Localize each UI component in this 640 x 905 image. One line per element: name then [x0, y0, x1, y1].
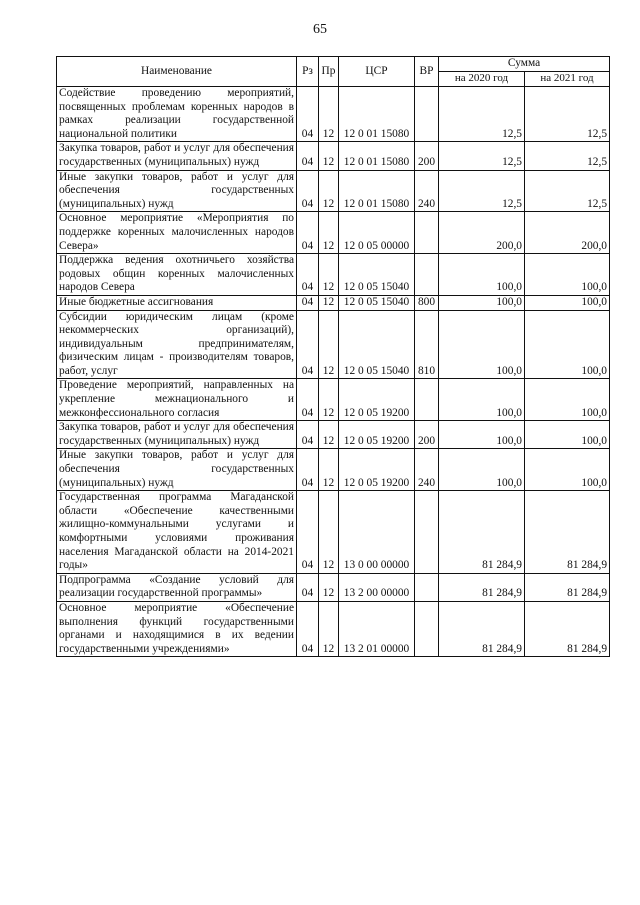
table-row: [57, 295, 610, 310]
row-rz-cell: 04: [297, 142, 319, 170]
table-row: [57, 491, 610, 574]
row-csr-cell: 12 0 05 15040: [339, 295, 415, 310]
row-sum-2021-cell: 81 284,9: [525, 601, 610, 656]
row-sum-2021-cell: 81 284,9: [525, 491, 610, 574]
header-year-2021: на 2021 год: [525, 72, 610, 87]
row-csr-cell: 12 0 05 15040: [339, 310, 415, 379]
row-name-cell: Закупка товаров, работ и услуг для обеспечения государственных (муниципальных) нужд: [57, 142, 297, 170]
row-name-cell: Содействие проведению мероприятий, посвященных проблемам коренных народов в рамках реализации государственной национальной политики: [57, 87, 297, 142]
row-vr-cell: [415, 212, 439, 254]
row-sum-2021-cell: 12,5: [525, 87, 610, 142]
table-row: [57, 170, 610, 212]
row-sum-2020-cell: 100,0: [439, 254, 525, 296]
row-sum-2020-cell: 100,0: [439, 379, 525, 421]
row-vr-cell: [415, 254, 439, 296]
table-row: [57, 310, 610, 379]
row-sum-2021-cell: 100,0: [525, 310, 610, 379]
row-vr-cell: 800: [415, 295, 439, 310]
row-pr-cell: 12: [319, 170, 339, 212]
row-pr-cell: 12: [319, 310, 339, 379]
table-body: [57, 87, 610, 657]
row-vr-cell: 810: [415, 310, 439, 379]
row-vr-cell: [415, 379, 439, 421]
row-sum-2020-cell: 12,5: [439, 87, 525, 142]
row-name-cell: Поддержка ведения охотничьего хозяйства родовых общин коренных малочисленных народов Севера: [57, 254, 297, 296]
row-csr-cell: 12 0 01 15080: [339, 87, 415, 142]
header-year-2020: на 2020 год: [439, 72, 525, 87]
row-vr-cell: [415, 87, 439, 142]
row-pr-cell: 12: [319, 87, 339, 142]
row-csr-cell: 12 0 05 00000: [339, 212, 415, 254]
header-pr: Пр: [319, 57, 339, 87]
row-name-cell: Иные закупки товаров, работ и услуг для обеспечения государственных (муниципальных) нужд: [57, 449, 297, 491]
table-row: [57, 573, 610, 601]
row-name-cell: Проведение мероприятий, направленных на укрепление межнационального и межконфессионального согласия: [57, 379, 297, 421]
row-vr-cell: 240: [415, 449, 439, 491]
row-pr-cell: 12: [319, 212, 339, 254]
row-sum-2021-cell: 81 284,9: [525, 573, 610, 601]
table-row: [57, 379, 610, 421]
row-sum-2020-cell: 100,0: [439, 310, 525, 379]
header-name: Наименование: [57, 57, 297, 87]
row-csr-cell: 12 0 01 15080: [339, 142, 415, 170]
row-sum-2021-cell: 12,5: [525, 170, 610, 212]
row-pr-cell: 12: [319, 254, 339, 296]
row-csr-cell: 12 0 05 15040: [339, 254, 415, 296]
row-name-cell: Подпрограмма «Создание условий для реализации государственной программы»: [57, 573, 297, 601]
row-sum-2021-cell: 200,0: [525, 212, 610, 254]
row-name-cell: Иные закупки товаров, работ и услуг для обеспечения государственных (муниципальных) нужд: [57, 170, 297, 212]
row-sum-2020-cell: 81 284,9: [439, 601, 525, 656]
row-csr-cell: 13 2 00 00000: [339, 573, 415, 601]
row-rz-cell: 04: [297, 601, 319, 656]
row-sum-2020-cell: 12,5: [439, 142, 525, 170]
row-sum-2020-cell: 100,0: [439, 295, 525, 310]
row-name-cell: Государственная программа Магаданской области «Обеспечение качественными жилищно-коммунальными услугами и комфортными условиями проживания населения Магаданской области на 2014-2021 годы»: [57, 491, 297, 574]
row-pr-cell: 12: [319, 421, 339, 449]
table-row: [57, 87, 610, 142]
row-vr-cell: 200: [415, 421, 439, 449]
row-sum-2020-cell: 100,0: [439, 421, 525, 449]
row-rz-cell: 04: [297, 295, 319, 310]
budget-table: [56, 56, 610, 657]
row-csr-cell: 13 0 00 00000: [339, 491, 415, 574]
table-row: [57, 449, 610, 491]
row-sum-2021-cell: 100,0: [525, 421, 610, 449]
row-vr-cell: 200: [415, 142, 439, 170]
page-number: 65: [313, 22, 327, 37]
row-rz-cell: 04: [297, 212, 319, 254]
row-pr-cell: 12: [319, 449, 339, 491]
header-csr: ЦСР: [339, 57, 415, 87]
row-vr-cell: [415, 491, 439, 574]
row-pr-cell: 12: [319, 573, 339, 601]
header-vr: ВР: [415, 57, 439, 87]
row-csr-cell: 13 2 01 00000: [339, 601, 415, 656]
table-row: [57, 212, 610, 254]
row-pr-cell: 12: [319, 142, 339, 170]
row-name-cell: Закупка товаров, работ и услуг для обеспечения государственных (муниципальных) нужд: [57, 421, 297, 449]
row-rz-cell: 04: [297, 379, 319, 421]
row-pr-cell: 12: [319, 379, 339, 421]
row-vr-cell: [415, 601, 439, 656]
row-pr-cell: 12: [319, 295, 339, 310]
row-rz-cell: 04: [297, 87, 319, 142]
row-pr-cell: 12: [319, 491, 339, 574]
row-sum-2021-cell: 100,0: [525, 295, 610, 310]
row-name-cell: Иные бюджетные ассигнования: [57, 295, 297, 310]
row-sum-2020-cell: 200,0: [439, 212, 525, 254]
row-sum-2020-cell: 12,5: [439, 170, 525, 212]
row-sum-2021-cell: 100,0: [525, 254, 610, 296]
table-row: [57, 421, 610, 449]
row-sum-2021-cell: 100,0: [525, 449, 610, 491]
row-pr-cell: 12: [319, 601, 339, 656]
row-sum-2021-cell: 100,0: [525, 379, 610, 421]
row-sum-2020-cell: 81 284,9: [439, 573, 525, 601]
row-rz-cell: 04: [297, 491, 319, 574]
table-row: [57, 254, 610, 296]
row-csr-cell: 12 0 05 19200: [339, 379, 415, 421]
row-vr-cell: [415, 573, 439, 601]
row-rz-cell: 04: [297, 449, 319, 491]
row-rz-cell: 04: [297, 573, 319, 601]
row-rz-cell: 04: [297, 310, 319, 379]
header-sum: Сумма: [439, 57, 610, 72]
table-row: [57, 601, 610, 656]
row-name-cell: Основное мероприятие «Обеспечение выполнения функций государственными органами и находящимися в их ведении государственными учреждениями»: [57, 601, 297, 656]
row-csr-cell: 12 0 01 15080: [339, 170, 415, 212]
row-rz-cell: 04: [297, 254, 319, 296]
row-sum-2020-cell: 81 284,9: [439, 491, 525, 574]
row-sum-2021-cell: 12,5: [525, 142, 610, 170]
row-name-cell: Основное мероприятие «Мероприятия по поддержке коренных малочисленных народов Севера»: [57, 212, 297, 254]
row-csr-cell: 12 0 05 19200: [339, 421, 415, 449]
row-rz-cell: 04: [297, 170, 319, 212]
row-vr-cell: 240: [415, 170, 439, 212]
table-row: [57, 142, 610, 170]
row-rz-cell: 04: [297, 421, 319, 449]
row-name-cell: Субсидии юридическим лицам (кроме некоммерческих организаций), индивидуальным предпринимателям, физическим лицам - производителям товаров, работ, услуг: [57, 310, 297, 379]
header-rz: Рз: [297, 57, 319, 87]
row-sum-2020-cell: 100,0: [439, 449, 525, 491]
row-csr-cell: 12 0 05 19200: [339, 449, 415, 491]
